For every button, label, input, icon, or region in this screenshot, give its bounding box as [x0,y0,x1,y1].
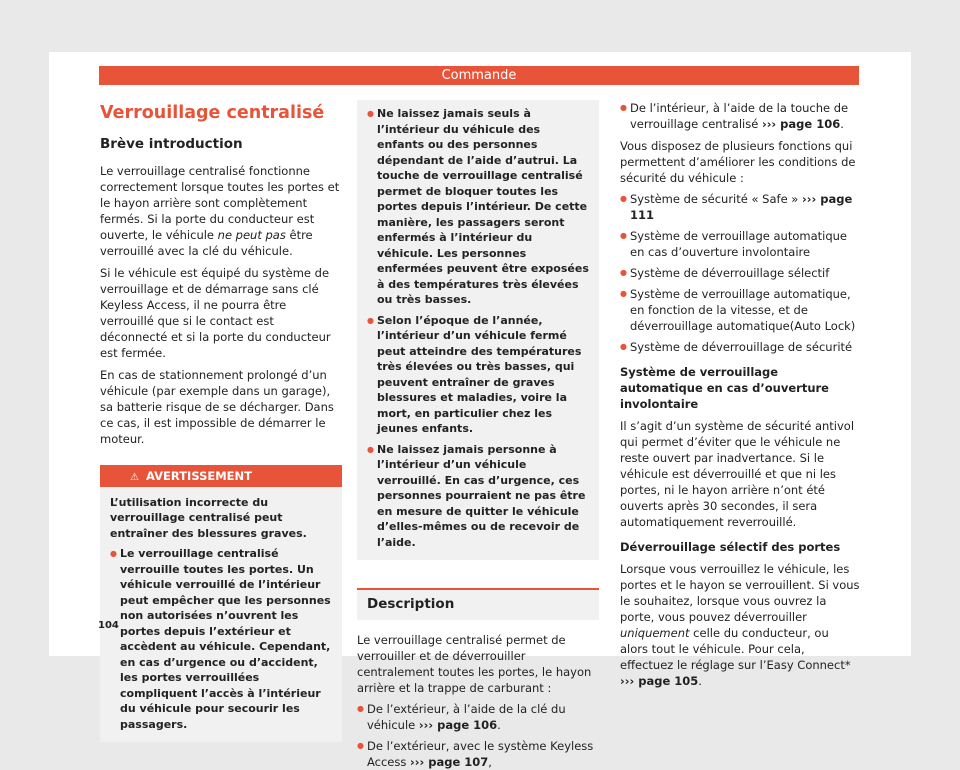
warning-bullet: ● Ne laissez jamais personne à l’intérieur d’un véhicule verrouillé. En cas d’urgence, ces personnes pourraient ne pas être en mesure de quitter le véhicule d’elles-mêmes ou de recevoir de l’aide. [367,442,589,551]
subtitle: Brève introduction [100,136,243,152]
list-item: ● Système de verrouillage automatique, en fonction de la vitesse, et de déverrouillage automatique(Auto Lock) [620,286,860,334]
warning-bullet: ● Ne laissez jamais seuls à l’intérieur du véhicule des enfants ou des personnes dépendant de l’aide d’autrui. La touche de verrouillage centralisé permet de bloquer toutes les portes depuis l’intérieur. De cette manière, les passagers seront enfermés à l’intérieur du véhicule. Les personnes enfermées peuvent être exposées à des températures très élevées ou très basses. [367,106,589,308]
warning-bullet: ● Selon l’époque de l’année, l’intérieur d’un véhicule fermé peut atteindre des températures très élevées ou très basses, qui peuvent entraîner de graves blessures et maladies, voire la mort, en particulier chez les jeunes enfants. [367,313,589,437]
page-reference-link[interactable]: ››› page 107 [410,755,489,769]
list-item: ● Système de déverrouillage de sécurité [620,339,860,355]
list-item: ● Système de verrouillage automatique en cas d’ouverture involontaire [620,228,860,260]
description-heading-box [357,588,599,620]
column-1 [100,100,342,742]
page-reference-link[interactable]: ››› page 105 [620,674,699,688]
list-item: ● De l’extérieur, à l’aide de la clé du véhicule ››› page 106. [357,701,599,733]
subheading-selective-unlock: Déverrouillage sélectif des portes [620,540,841,554]
list-item: ● De l’intérieur, à l’aide de la touche de verrouillage centralisé ››› page 106. [620,100,860,132]
description-title: Description [367,596,455,612]
emphasis: uniquement [620,626,690,640]
emphasis: ne peut pas [217,228,286,242]
paragraph-2: Si le véhicule est équipé du système de verrouillage et de démarrage sans clé Keyless Access, il ne pourra être verrouillé que si le contact est déconnecté et si la porte du conducteur est fermée. [100,266,331,360]
warning-intro: L’utilisation incorrecte du verrouillage centralisé peut entraîner des blessures graves. [110,495,307,540]
paragraph-auto-lock: Il s’agit d’un système de sécurité antivol qui permet d’éviter que le véhicule ne reste ouvert par inadvertance. Si le véhicule est déverrouillé et que ni les portes, ni le hayon arrière n’ont été ouverts après 30 secondes, il sera automatiquement reverrouillé. [620,419,855,529]
warning-triangle-icon: ⚠ [130,472,139,483]
warning-header: ⚠ AVERTISSEMENT [100,467,342,487]
list-item: ● Système de sécurité « Safe » ››› page 111 [620,191,860,223]
column-2 [357,100,599,770]
page-title: Verrouillage centralisé [100,103,325,123]
page-reference-link[interactable]: ››› page 111 [630,192,853,222]
list-item: ● De l’extérieur, avec le système Keyless Access ››› page 107, [357,738,599,770]
warning-box [100,465,342,742]
list-item: ● Système de déverrouillage sélectif [620,265,860,281]
subheading-auto-lock: Système de verrouillage automatique en cas d’ouverture involontaire [620,365,829,411]
column-3 [620,100,860,689]
page-number: 104 [98,620,119,631]
description-paragraph: Le verrouillage centralisé permet de verrouiller et de déverrouiller centralement toutes les portes, le hayon arrière et la trappe de carburant : [357,633,592,695]
paragraph-1: Le verrouillage centralisé fonctionne correctement lorsque toutes les portes et le hayon arrière sont complètement fermés. Si la porte du conducteur est ouverte, le véhicule ne peut pas être verrouillé avec la clé du véhicule. [100,164,340,258]
paragraph-3: En cas de stationnement prolongé d’un véhicule (par exemple dans un garage), sa batterie risque de se décharger. Dans ce cas, il est impossible de démarrer le moteur. [100,368,334,446]
page-reference-link[interactable]: ››› page 106 [418,718,498,732]
paragraph-functions: Vous disposez de plusieurs fonctions qui permettent d’améliorer les conditions de sécurité du véhicule : [620,139,856,185]
paragraph-selective-unlock: Lorsque vous verrouillez le véhicule, les portes et le hayon se verrouillent. Si vous le souhaitez, lorsque vous ouvrez la porte, vous pouvez déverrouiller uniquement celle du conducteur, ou alors tout le véhicule. Pour cela, effectuez le réglage sur l’Easy Connect* ››› page 105. [620,562,860,688]
page-reference-link[interactable]: ››› page 106 [761,117,841,131]
warning-continued-box [357,100,599,560]
warning-bullet: ● Le verrouillage centralisé verrouille toutes les portes. Un véhicule verrouillé de l’intérieur peut empêcher que les personnes non autorisées n’ouvrent les portes depuis l’extérieur et accèdent au véhicule. Cependant, en cas d’urgence ou d’accident, les portes verrouillées compliquent l’accès à l’intérieur du véhicule pour secourir les passagers. [110,546,332,732]
section-header: Commande [99,66,859,85]
